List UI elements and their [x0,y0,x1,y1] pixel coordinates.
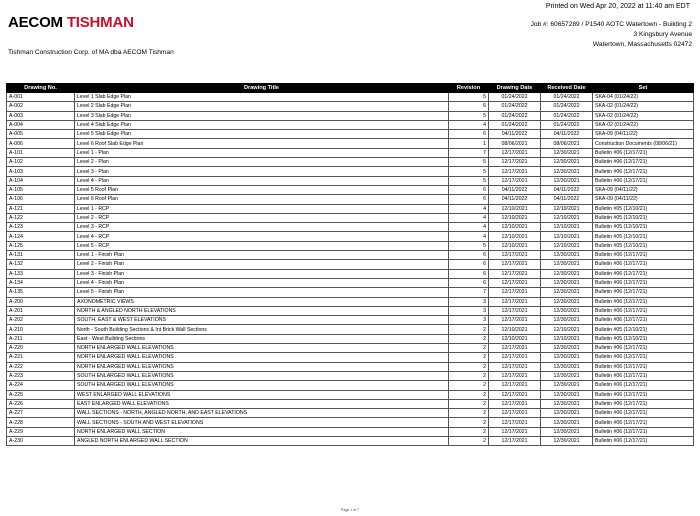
cell-drawing-date: 12/10/2021 [489,241,541,250]
cell-drawing-no: A-229 [7,427,75,436]
cell-drawing-no: A-132 [7,260,75,269]
table-row [7,381,694,390]
cell-received-date: 12/30/2021 [541,390,593,399]
cell-drawing-title: Level 6 Roof Slab Edge Plan [75,139,449,148]
cell-revision: 2 [449,362,489,371]
cell-drawing-no: A-123 [7,223,75,232]
cell-drawing-title: North - South Building Sections & Int Brick Wall Sections [75,325,449,334]
cell-set: Bulletin #06 (12/17/21) [593,297,694,306]
cell-drawing-date: 04/11/2022 [489,130,541,139]
table-row [7,427,694,436]
cell-received-date: 12/30/2021 [541,260,593,269]
cell-received-date: 12/30/2021 [541,148,593,157]
cell-drawing-title: Level 6 Roof Plan [75,195,449,204]
cell-drawing-title: Level 3 - Plan [75,167,449,176]
cell-received-date: 12/30/2021 [541,362,593,371]
cell-revision: 2 [449,344,489,353]
cell-received-date: 12/10/2021 [541,204,593,213]
cell-drawing-date: 08/06/2021 [489,139,541,148]
cell-drawing-date: 12/17/2021 [489,418,541,427]
cell-set: Bulletin #06 (12/17/21) [593,353,694,362]
cell-drawing-date: 04/11/2022 [489,185,541,194]
cell-drawing-no: A-228 [7,418,75,427]
cell-received-date: 12/30/2021 [541,167,593,176]
cell-drawing-title: EAST ENLARGED WALL ELEVATIONS [75,399,449,408]
cell-drawing-title: NORTH ENLARGED WALL SECTION [75,427,449,436]
table-row [7,297,694,306]
cell-drawing-title: Level 4 - RCP [75,232,449,241]
table-row [7,353,694,362]
table-row [7,418,694,427]
cell-drawing-title: SOUTH ENLARGED WALL ELEVATIONS [75,381,449,390]
cell-drawing-date: 12/17/2021 [489,288,541,297]
cell-set: Bulletin #05 (12/10/21) [593,204,694,213]
cell-drawing-title: WEST ENLARGED WALL ELEVATIONS [75,390,449,399]
table-row [7,139,694,148]
cell-set: Bulletin #05 (12/10/21) [593,241,694,250]
cell-drawing-date: 12/17/2021 [489,353,541,362]
cell-received-date: 01/24/2022 [541,102,593,111]
cell-received-date: 12/10/2021 [541,241,593,250]
cell-set: Bulletin #06 (12/17/21) [593,381,694,390]
cell-drawing-title: Level 5 - Finish Plan [75,288,449,297]
cell-set: Bulletin #06 (12/17/21) [593,278,694,287]
cell-drawing-no: A-004 [7,120,75,129]
cell-drawing-no: A-202 [7,316,75,325]
col-header-drawing-no: Drawing No. [7,84,75,93]
page-footer: Page 1 of 7 [341,508,359,512]
cell-set: Bulletin #05 (12/10/21) [593,232,694,241]
cell-drawing-no: A-224 [7,381,75,390]
cell-set: Bulletin #06 (12/17/21) [593,344,694,353]
cell-drawing-date: 12/17/2021 [489,148,541,157]
table-row [7,148,694,157]
cell-received-date: 12/30/2021 [541,427,593,436]
cell-drawing-title: NORTH & ANGLED NORTH ELEVATIONS [75,306,449,315]
cell-received-date: 12/30/2021 [541,288,593,297]
cell-drawing-no: A-121 [7,204,75,213]
cell-received-date: 12/10/2021 [541,232,593,241]
cell-set: Bulletin #06 (12/17/21) [593,158,694,167]
table-row [7,130,694,139]
cell-received-date: 12/30/2021 [541,353,593,362]
cell-set: Bulletin #06 (12/17/21) [593,409,694,418]
cell-drawing-no: A-222 [7,362,75,371]
cell-received-date: 12/10/2021 [541,334,593,343]
table-row [7,371,694,380]
table-row [7,409,694,418]
table-row [7,213,694,222]
cell-drawing-no: A-221 [7,353,75,362]
cell-drawing-no: A-131 [7,251,75,260]
cell-set: Bulletin #06 (12/17/21) [593,362,694,371]
cell-set: Bulletin #06 (12/17/21) [593,316,694,325]
cell-drawing-date: 12/17/2021 [489,176,541,185]
cell-revision: 6 [449,278,489,287]
cell-set: Bulletin #06 (12/17/21) [593,288,694,297]
cell-drawing-date: 12/17/2021 [489,362,541,371]
cell-set: Bulletin #05 (12/10/21) [593,223,694,232]
table-row [7,185,694,194]
table-row [7,111,694,120]
cell-set: SKA-09 (04/11/22) [593,185,694,194]
cell-drawing-date: 12/17/2021 [489,371,541,380]
table-row [7,306,694,315]
cell-drawing-no: A-223 [7,371,75,380]
cell-drawing-title: Level 4 - Plan [75,176,449,185]
cell-drawing-no: A-135 [7,288,75,297]
cell-drawing-title: Level 4 Slab Edge Plan [75,120,449,129]
cell-drawing-no: A-101 [7,148,75,157]
cell-drawing-title: Level 2 Slab Edge Plan [75,102,449,111]
cell-drawing-title: Level 5 - RCP [75,241,449,250]
cell-drawing-date: 12/10/2021 [489,213,541,222]
cell-drawing-title: Level 1 - Finish Plan [75,251,449,260]
cell-revision: 6 [449,130,489,139]
cell-revision: 5 [449,158,489,167]
cell-revision: 4 [449,223,489,232]
table-row [7,278,694,287]
cell-set: SKA-09 (04/11/22) [593,195,694,204]
job-address-street: 3 Kingsbury Avenue [633,31,692,38]
cell-received-date: 12/30/2021 [541,316,593,325]
cell-revision: 4 [449,232,489,241]
col-header-drawing-date: Drawing Date [489,84,541,93]
table-row [7,362,694,371]
table-row [7,176,694,185]
cell-drawing-no: A-001 [7,93,75,102]
cell-set: Bulletin #06 (12/17/21) [593,427,694,436]
cell-drawing-title: Level 2 - Finish Plan [75,260,449,269]
cell-received-date: 04/11/2022 [541,185,593,194]
logo-tishman: TISHMAN [66,14,134,31]
cell-drawing-title: SOUTH ENLARGED WALL ELEVATIONS [75,371,449,380]
cell-received-date: 12/10/2021 [541,213,593,222]
table-row [7,223,694,232]
job-info [531,20,692,50]
cell-drawing-no: A-230 [7,436,75,445]
cell-drawing-title: NORTH ENLARGED WALL ELEVATIONS [75,353,449,362]
cell-drawing-no: A-122 [7,213,75,222]
cell-revision: 3 [449,316,489,325]
table-row [7,325,694,334]
cell-set: Bulletin #06 (12/17/21) [593,260,694,269]
table-row [7,288,694,297]
cell-revision: 6 [449,185,489,194]
cell-received-date: 01/24/2022 [541,120,593,129]
cell-revision: 7 [449,288,489,297]
cell-set: SKA-09 (04/11/22) [593,130,694,139]
cell-drawing-date: 12/17/2021 [489,306,541,315]
cell-revision: 2 [449,371,489,380]
cell-drawing-no: A-106 [7,195,75,204]
cell-set: Bulletin #06 (12/17/21) [593,371,694,380]
cell-revision: 5 [449,176,489,185]
cell-received-date: 12/30/2021 [541,436,593,445]
cell-received-date: 12/30/2021 [541,176,593,185]
cell-drawing-no: A-210 [7,325,75,334]
cell-drawing-date: 12/17/2021 [489,381,541,390]
cell-received-date: 12/30/2021 [541,278,593,287]
cell-revision: 2 [449,353,489,362]
table-row [7,120,694,129]
cell-revision: 2 [449,418,489,427]
cell-drawing-no: A-133 [7,269,75,278]
cell-received-date: 01/24/2022 [541,111,593,120]
table-header-row [7,84,694,93]
cell-received-date: 04/11/2022 [541,195,593,204]
cell-revision: 5 [449,111,489,120]
cell-drawing-title: Level 5 Roof Plan [75,185,449,194]
cell-drawing-date: 12/10/2021 [489,325,541,334]
cell-drawing-no: A-105 [7,185,75,194]
cell-received-date: 04/11/2022 [541,130,593,139]
cell-drawing-no: A-102 [7,158,75,167]
table-row [7,204,694,213]
cell-drawing-date: 01/24/2022 [489,120,541,129]
cell-drawing-title: Level 5 Slab Edge Plan [75,130,449,139]
cell-revision: 3 [449,306,489,315]
cell-revision: 2 [449,427,489,436]
cell-drawing-no: A-006 [7,139,75,148]
cell-drawing-no: A-226 [7,399,75,408]
cell-drawing-date: 12/10/2021 [489,334,541,343]
cell-received-date: 12/10/2021 [541,325,593,334]
cell-drawing-title: Level 4 - Finish Plan [75,278,449,287]
table-row [7,93,694,102]
cell-drawing-no: A-227 [7,409,75,418]
cell-set: Bulletin #05 (12/10/21) [593,213,694,222]
cell-set: SKA-04 (01/24/22) [593,93,694,102]
cell-drawing-title: WALL SECTIONS - NORTH, ANGLED NORTH, AND EAST ELEVATIONS [75,409,449,418]
cell-set: SKA-02 (01/24/22) [593,120,694,129]
cell-drawing-title: SOUTH, EAST & WEST ELEVATIONS [75,316,449,325]
cell-drawing-no: A-003 [7,111,75,120]
cell-revision: 2 [449,399,489,408]
col-header-revision: Revision [449,84,489,93]
cell-drawing-title: WALL SECTIONS - SOUTH AND WEST ELEVATIONS [75,418,449,427]
cell-drawing-title: Level 3 - RCP [75,223,449,232]
cell-received-date: 12/30/2021 [541,344,593,353]
cell-drawing-date: 12/17/2021 [489,158,541,167]
cell-revision: 6 [449,102,489,111]
cell-drawing-no: A-211 [7,334,75,343]
cell-drawing-title: NORTH ENLARGED WALL ELEVATIONS [75,344,449,353]
cell-drawing-date: 12/17/2021 [489,427,541,436]
cell-set: Bulletin #06 (12/17/21) [593,306,694,315]
table-row [7,269,694,278]
cell-drawing-date: 12/17/2021 [489,251,541,260]
cell-revision: 5 [449,93,489,102]
cell-revision: 6 [449,251,489,260]
cell-drawing-no: A-002 [7,102,75,111]
table-row [7,241,694,250]
cell-revision: 4 [449,213,489,222]
table-row [7,158,694,167]
cell-drawing-title: NORTH ENLARGED WALL ELEVATIONS [75,362,449,371]
cell-drawing-date: 12/17/2021 [489,297,541,306]
cell-drawing-no: A-104 [7,176,75,185]
cell-revision: 2 [449,436,489,445]
job-address-city: Watertown, Massachusetts 02472 [592,41,692,48]
cell-drawing-no: A-125 [7,241,75,250]
cell-set: Bulletin #06 (12/17/21) [593,167,694,176]
col-header-set: Set [593,84,694,93]
cell-drawing-title: Level 3 Slab Edge Plan [75,111,449,120]
cell-revision: 5 [449,167,489,176]
cell-drawing-title: Level 1 - Plan [75,148,449,157]
cell-drawing-no: A-220 [7,344,75,353]
printed-timestamp: Printed on Wed Apr 20, 2022 at 11:40 am EDT [545,3,690,10]
cell-received-date: 12/30/2021 [541,418,593,427]
cell-revision: 6 [449,260,489,269]
cell-drawing-date: 12/17/2021 [489,260,541,269]
cell-drawing-date: 04/11/2022 [489,195,541,204]
cell-received-date: 12/30/2021 [541,381,593,390]
cell-set: Bulletin #06 (12/17/21) [593,176,694,185]
logo-aecom: AECOM [8,14,63,31]
table-row [7,344,694,353]
cell-revision: 2 [449,381,489,390]
cell-set: Bulletin #06 (12/17/21) [593,251,694,260]
cell-received-date: 12/30/2021 [541,297,593,306]
cell-revision: 4 [449,120,489,129]
table-row [7,232,694,241]
cell-set: Bulletin #05 (12/10/21) [593,334,694,343]
cell-received-date: 12/30/2021 [541,251,593,260]
cell-set: SKA-02 (01/24/22) [593,111,694,120]
col-header-received-date: Received Date [541,84,593,93]
cell-drawing-date: 12/17/2021 [489,399,541,408]
cell-drawing-date: 12/17/2021 [489,167,541,176]
cell-revision: 4 [449,204,489,213]
cell-revision: 2 [449,334,489,343]
drawing-log-table [6,83,694,446]
cell-received-date: 12/30/2021 [541,158,593,167]
table-row [7,390,694,399]
cell-revision: 1 [449,139,489,148]
cell-drawing-no: A-134 [7,278,75,287]
cell-drawing-title: Level 2 - RCP [75,213,449,222]
cell-drawing-date: 12/17/2021 [489,409,541,418]
cell-drawing-date: 12/17/2021 [489,278,541,287]
cell-drawing-title: ANGLED NORTH ENLARGED WALL SECTION [75,436,449,445]
company-logo [8,14,134,31]
cell-drawing-date: 12/17/2021 [489,269,541,278]
cell-drawing-date: 01/24/2022 [489,102,541,111]
cell-drawing-date: 12/10/2021 [489,223,541,232]
cell-drawing-title: Level 3 - Finish Plan [75,269,449,278]
cell-drawing-date: 12/10/2021 [489,232,541,241]
cell-drawing-title: Level 2 - Plan [75,158,449,167]
cell-set: Construction Documents (08/06/21) [593,139,694,148]
cell-drawing-title: East - West Building Sections [75,334,449,343]
cell-drawing-date: 12/10/2021 [489,204,541,213]
table-row [7,316,694,325]
cell-set: Bulletin #05 (12/10/21) [593,325,694,334]
table-row [7,102,694,111]
cell-drawing-date: 12/17/2021 [489,316,541,325]
table-row [7,399,694,408]
cell-drawing-title: Level 1 Slab Edge Plan [75,93,449,102]
cell-drawing-no: A-124 [7,232,75,241]
job-number: Job #: 60657289 / P1540 AOTC Watertown - Building 2 [530,21,692,28]
cell-drawing-date: 12/17/2021 [489,344,541,353]
cell-revision: 5 [449,241,489,250]
cell-drawing-date: 01/24/2022 [489,93,541,102]
cell-received-date: 12/10/2021 [541,223,593,232]
cell-revision: 2 [449,390,489,399]
cell-set: Bulletin #06 (12/17/21) [593,269,694,278]
cell-revision: 2 [449,325,489,334]
table-row [7,251,694,260]
cell-drawing-date: 12/17/2021 [489,390,541,399]
table-row [7,260,694,269]
cell-drawing-no: A-201 [7,306,75,315]
cell-drawing-no: A-103 [7,167,75,176]
cell-drawing-date: 01/24/2022 [489,111,541,120]
cell-drawing-no: A-005 [7,130,75,139]
cell-received-date: 01/24/2022 [541,93,593,102]
table-row [7,167,694,176]
cell-drawing-date: 12/17/2021 [489,436,541,445]
cell-set: SKA-02 (01/24/22) [593,102,694,111]
cell-received-date: 12/30/2021 [541,371,593,380]
cell-revision: 7 [449,148,489,157]
cell-drawing-no: A-225 [7,390,75,399]
table-body [7,93,694,446]
table-row [7,436,694,445]
cell-received-date: 12/30/2021 [541,306,593,315]
col-header-drawing-title: Drawing Title [75,84,449,93]
cell-received-date: 12/30/2021 [541,409,593,418]
cell-set: Bulletin #06 (12/17/21) [593,390,694,399]
table-row [7,195,694,204]
cell-drawing-title: AXONOMETRIC VIEWS [75,297,449,306]
cell-received-date: 08/06/2021 [541,139,593,148]
cell-set: Bulletin #06 (12/17/21) [593,436,694,445]
cell-revision: 6 [449,269,489,278]
cell-set: Bulletin #06 (12/17/21) [593,418,694,427]
cell-revision: 2 [449,409,489,418]
table-row [7,334,694,343]
cell-drawing-no: A-200 [7,297,75,306]
cell-drawing-title: Level 1 - RCP [75,204,449,213]
cell-received-date: 12/30/2021 [541,399,593,408]
cell-revision: 6 [449,195,489,204]
company-name: Tishman Construction Corp. of MA dba AECOM Tishman [8,49,174,56]
cell-set: Bulletin #06 (12/17/21) [593,399,694,408]
cell-set: Bulletin #06 (12/17/21) [593,148,694,157]
cell-revision: 3 [449,297,489,306]
cell-received-date: 12/30/2021 [541,269,593,278]
